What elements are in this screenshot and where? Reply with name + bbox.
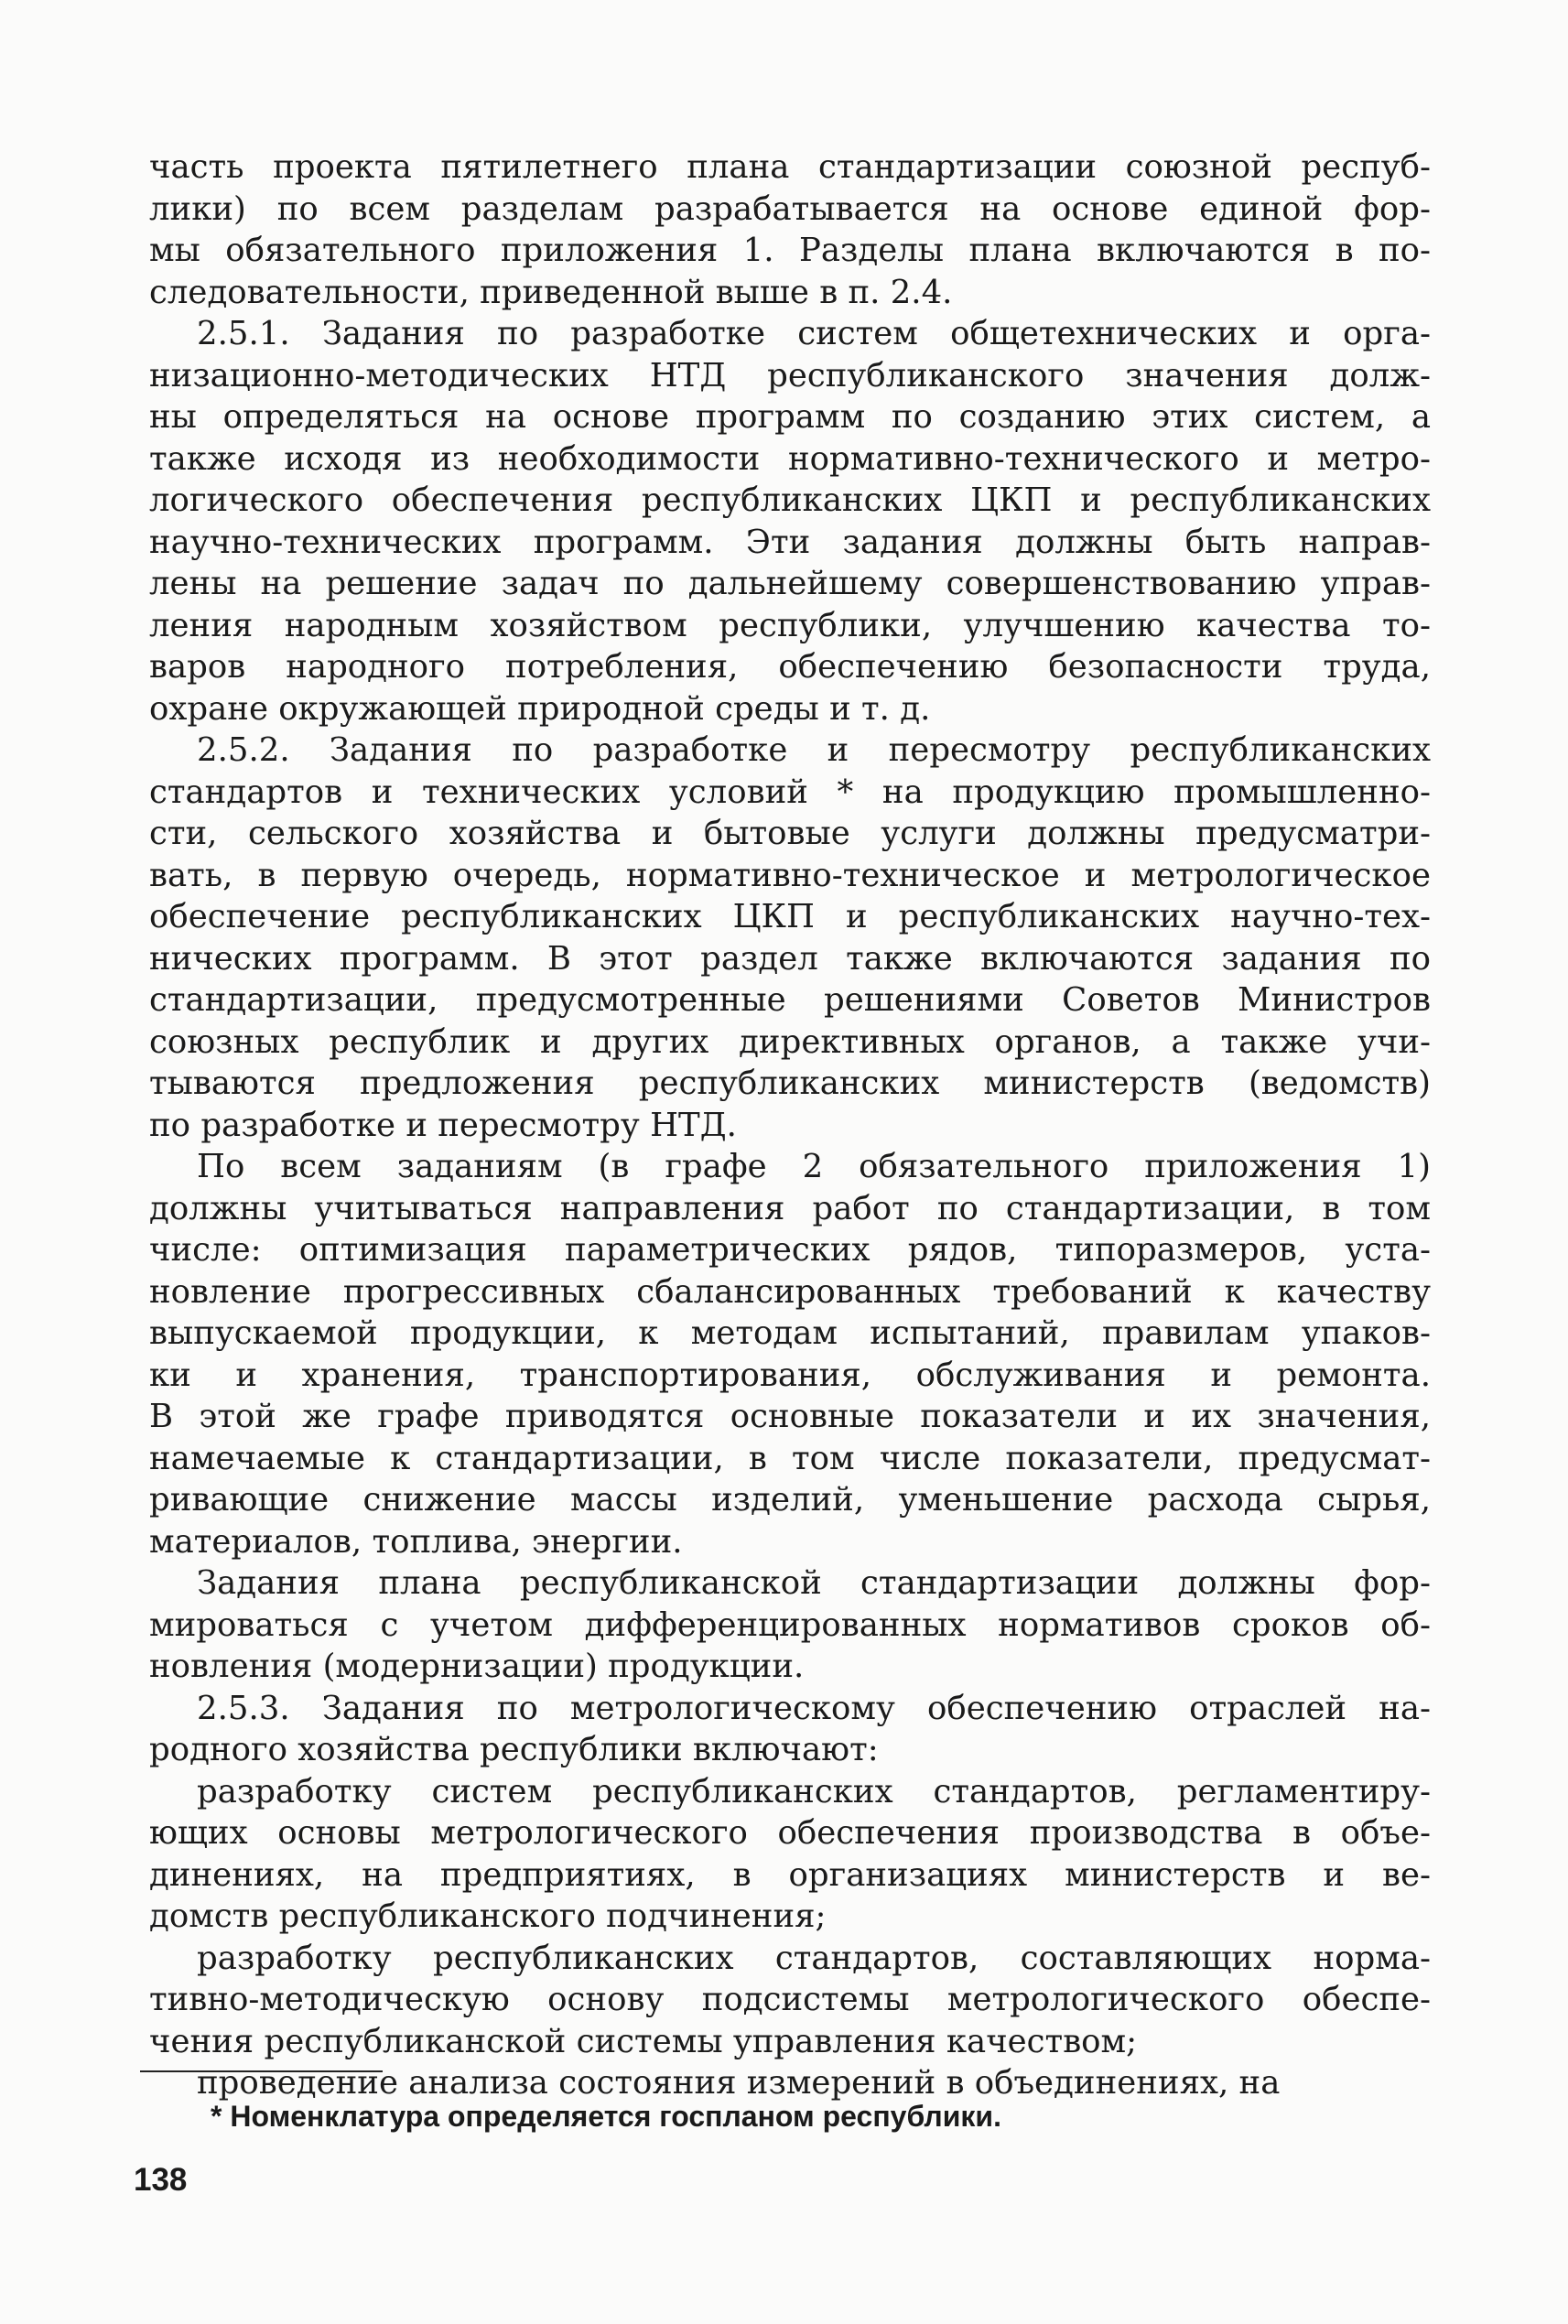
text-line: охране окружающей природной среды и т. д. xyxy=(149,689,931,728)
text-line: 2.5.2. Задания по разработке и пересмотру республиканских xyxy=(197,731,1431,769)
text-line: динениях, на предприятиях, в организациях министерств и ве- xyxy=(149,1855,1431,1894)
text-line: домств республиканского подчинения; xyxy=(149,1897,827,1935)
text-line: 2.5.3. Задания по метрологическому обеспечению отраслей на- xyxy=(197,1689,1431,1727)
paragraph xyxy=(149,1938,1431,2063)
text-line: варов народного потребления, обеспечению безопасности труда, xyxy=(149,648,1431,686)
text-line: также исходя из необходимости нормативно-технического и метро- xyxy=(149,439,1431,478)
text-line: В этой же графе приводятся основные показатели и их значения, xyxy=(149,1398,1431,1435)
text-line: лены на решение задач по дальнейшему совершенствованию управ- xyxy=(149,565,1431,602)
paragraph xyxy=(149,1146,1431,1562)
text-line: ления народным хозяйством республики, улучшению качества то- xyxy=(149,606,1431,644)
text-line: новление прогрессивных сбалансированных требований к качеству xyxy=(149,1272,1431,1311)
text-line: ны определяться на основе программ по созданию этих систем, а xyxy=(149,398,1431,436)
text-line: должны учитываться направления работ по стандартизации, в том xyxy=(149,1189,1431,1227)
text-line: новления (модернизации) продукции. xyxy=(149,1648,805,1685)
paragraph xyxy=(149,1771,1431,1938)
text-line: ривающие снижение массы изделий, уменьшение расхода сырья, xyxy=(149,1481,1431,1519)
text-line: материалов, топлива, энергии. xyxy=(149,1522,683,1561)
paragraph xyxy=(149,313,1431,730)
text-line: вать, в первую очередь, нормативно-техническое и метрологическое xyxy=(149,856,1431,894)
page-number: 138 xyxy=(134,2162,188,2198)
text-line: чения республиканской системы управления качеством; xyxy=(149,2022,1138,2060)
text-line: выпускаемой продукции, к методам испытаний, правилам упаков- xyxy=(149,1314,1431,1352)
text-line: союзных республик и других директивных органов, а также учи- xyxy=(149,1022,1431,1061)
text-line: мы обязательного приложения 1. Разделы плана включаются в по- xyxy=(149,232,1431,269)
text-line: проведение анализа состояния измерений в объединениях, на xyxy=(197,2064,1281,2102)
text-line: низационно-методических НТД республиканского значения долж- xyxy=(149,356,1431,395)
paragraph xyxy=(149,1562,1431,1688)
text-line: тивно-методическую основу подсистемы метрологического обеспе- xyxy=(149,1981,1431,2018)
text-line: 2.5.1. Задания по разработке систем общетехнических и орга- xyxy=(197,315,1431,352)
text-line: родного хозяйства республики включают: xyxy=(149,1731,879,1768)
paragraph xyxy=(149,730,1431,1146)
text-line: стандартов и технических условий * на продукцию промышленно- xyxy=(149,773,1431,811)
text-line: разработку систем республиканских стандартов, регламентиру- xyxy=(197,1772,1431,1811)
text-line: тываются предложения республиканских министерств (ведомств) xyxy=(149,1065,1431,1102)
text-line: намечаемые к стандартизации, в том числе показатели, предусмат- xyxy=(149,1439,1431,1477)
footnote: * Номенклатура определяется госпланом республики. xyxy=(211,2100,1001,2133)
paragraph xyxy=(149,146,1431,313)
paragraph xyxy=(149,1688,1431,1771)
text-line: разработку республиканских стандартов, составляющих норма- xyxy=(197,1939,1431,1977)
text-line: логического обеспечения республиканских ЦКП и республиканских xyxy=(149,481,1431,519)
text-line: ющих основы метрологического обеспечения производства в объе- xyxy=(149,1814,1431,1852)
text-line: ки и хранения, транспортирования, обслуживания и ремонта. xyxy=(149,1356,1431,1394)
text-line: стандартизации, предусмотренные решениями Советов Министров xyxy=(149,981,1431,1019)
text-line: сти, сельского хозяйства и бытовые услуги должны предусматри- xyxy=(149,815,1431,852)
text-line: часть проекта пятилетнего плана стандартизации союзной респуб- xyxy=(149,148,1431,186)
text-line: научно-технических программ. Эти задания должны быть направ- xyxy=(149,523,1431,561)
text-line: По всем заданиям (в графе 2 обязательного приложения 1) xyxy=(197,1148,1431,1185)
text-line: нических программ. В этот раздел также включаются задания по xyxy=(149,939,1431,978)
text-line: по разработке и пересмотру НТД. xyxy=(149,1106,737,1144)
text-line: обеспечение республиканских ЦКП и республиканских научно-тех- xyxy=(149,898,1431,935)
body-text xyxy=(149,146,1431,2104)
text-line: лики) по всем разделам разрабатывается на основе единой фор- xyxy=(149,189,1431,228)
footnote-divider xyxy=(140,2070,383,2072)
text-line: следовательности, приведенной выше в п. 2.4. xyxy=(149,273,953,311)
text-line: Задания плана республиканской стандартизации должны фор- xyxy=(197,1564,1431,1602)
text-line: числе: оптимизация параметрических рядов, типоразмеров, уста- xyxy=(149,1231,1431,1269)
text-line: мироваться с учетом дифференцированных нормативов сроков об- xyxy=(149,1605,1431,1644)
